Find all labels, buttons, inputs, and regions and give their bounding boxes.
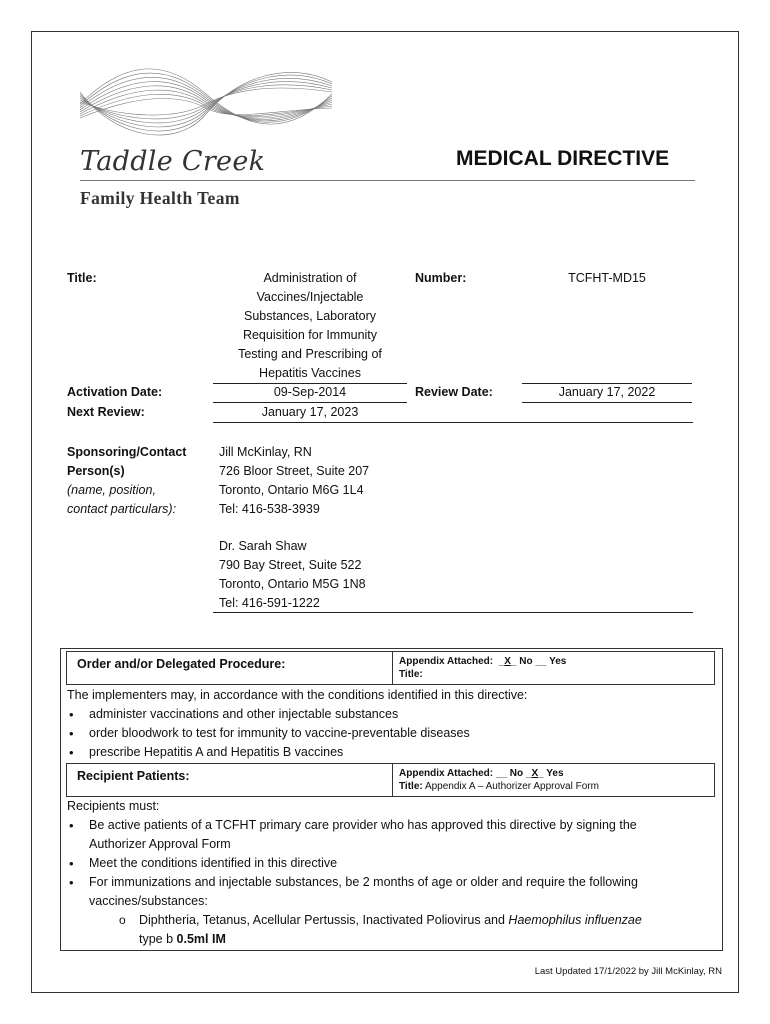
recipients-appendix — [399, 767, 599, 793]
contact-line: Toronto, Ontario M6G 1L4 — [219, 483, 364, 497]
contact-line: Tel: 416-591-1222 — [219, 596, 320, 610]
recipients-sublist — [117, 911, 717, 949]
review-date-value: January 17, 2022 — [558, 385, 656, 399]
list-item: • order bloodwork to test for immunity to vaccine-preventable diseases — [67, 724, 717, 743]
review-overline — [522, 383, 692, 384]
brand-name: Taddle Creek — [80, 146, 266, 177]
review-underline — [522, 402, 692, 403]
sub-item-italic: Haemophilus influenzae — [508, 913, 642, 927]
list-item — [117, 911, 717, 949]
order-body — [67, 686, 717, 762]
sponsor-underline — [213, 612, 693, 613]
contact-line: Dr. Sarah Shaw — [219, 539, 307, 553]
appendix-blank: __ — [495, 768, 507, 779]
appendix-yes: Yes — [546, 768, 564, 779]
list-line — [139, 911, 717, 930]
list-item: • prescribe Hepatitis A and Hepatitis B vaccines — [67, 743, 717, 762]
recipients-intro: Recipients must: — [67, 799, 160, 813]
appendix-x-mark: X — [504, 656, 511, 667]
appendix-blank: __ — [535, 656, 547, 667]
appendix-yes: Yes — [549, 656, 567, 667]
sponsor-label-italic: contact particulars): — [67, 502, 177, 516]
list-line: Authorizer Approval Form — [89, 837, 231, 851]
next-review-value: January 17, 2023 — [261, 405, 359, 419]
title-label: Title: — [67, 271, 97, 285]
title-line: Requisition for Immunity — [242, 328, 378, 342]
list-item: • Meet the conditions identified in this directive — [67, 854, 717, 873]
contact-line: Jill McKinlay, RN — [219, 445, 312, 459]
activation-date-label: Activation Date: — [67, 385, 163, 399]
appendix-title-label: Title: — [399, 669, 423, 680]
title-line: Testing and Prescribing of — [238, 347, 382, 361]
recipients-label: Recipient Patients: — [77, 769, 190, 783]
list-line: • Be active patients of a TCFHT primary care provider who has approved this directive by signing the — [89, 818, 637, 832]
title-line: Vaccines/Injectable — [256, 290, 364, 304]
order-label: Order and/or Delegated Procedure: — [77, 657, 286, 671]
list-item — [67, 873, 717, 911]
recipients-appendix-title — [399, 780, 599, 793]
contact-line: 790 Bay Street, Suite 522 — [219, 558, 362, 572]
order-divider — [392, 652, 393, 684]
sponsor-label — [67, 443, 186, 519]
recipients-header — [66, 763, 715, 797]
contact-line: Toronto, Ontario M5G 1N8 — [219, 577, 366, 591]
next-review-underline — [213, 422, 693, 423]
recipients-appendix-line: Appendix Attached: __ No _X_ Yes — [399, 768, 564, 779]
header-rule — [80, 180, 695, 181]
appendix-x-mark: X — [531, 768, 539, 779]
title-line: Administration of — [263, 271, 357, 285]
sponsor-label-line: Sponsoring/Contact — [67, 445, 187, 459]
order-list — [67, 705, 717, 762]
appendix-title-value: Appendix A – Authorizer Approval Form — [424, 781, 599, 792]
title-value — [213, 269, 407, 383]
sponsor-label-italic: (name, position, — [67, 483, 156, 497]
contact-sarah — [219, 537, 366, 613]
title-line: Hepatitis Vaccines — [259, 366, 361, 380]
sponsor-label-line: Person(s) — [67, 464, 125, 478]
order-appendix-line: Appendix Attached: _X_ No __ Yes — [399, 656, 567, 667]
sub-item-text: type b — [139, 932, 177, 946]
recipients-divider — [392, 764, 393, 796]
contact-line: Tel: 416-538-3939 — [219, 502, 320, 516]
number-label: Number: — [415, 271, 467, 285]
review-date-label: Review Date: — [415, 385, 493, 399]
appendix-title-label: Title: — [399, 781, 423, 792]
number-value: TCFHT-MD15 — [568, 271, 646, 285]
next-review-label: Next Review: — [67, 405, 145, 419]
list-item — [67, 816, 717, 854]
activation-date-value: 09-Sep-2014 — [273, 385, 347, 399]
order-header — [66, 651, 715, 685]
appendix-no: No — [509, 768, 524, 779]
document-title: MEDICAL DIRECTIVE — [456, 147, 670, 170]
list-line: vaccines/substances: — [89, 894, 208, 908]
sub-item-text: Diphtheria, Tetanus, Acellular Pertussis, Inactivated Poliovirus and — [139, 913, 509, 927]
sub-item-dose: 0.5ml IM — [176, 932, 226, 946]
appendix-attached-label: Appendix Attached: — [399, 656, 494, 667]
recipients-body — [67, 797, 717, 949]
contact-line: 726 Bloor Street, Suite 207 — [219, 464, 370, 478]
footer-updated: Last Updated 17/1/2022 by Jill McKinlay, RN — [534, 966, 722, 977]
contact-jill — [219, 443, 369, 519]
brand-subtitle: Family Health Team — [80, 188, 240, 208]
order-intro: The implementers may, in accordance with the conditions identified in this directive: — [67, 688, 528, 702]
order-appendix — [399, 655, 566, 681]
recipients-list — [67, 816, 717, 911]
title-line: Substances, Laboratory — [243, 309, 377, 323]
appendix-no: No — [519, 656, 533, 667]
taddle-creek-logo — [76, 64, 336, 144]
list-line: • For immunizations and injectable substances, be 2 months of age or older and require the following — [89, 875, 638, 889]
list-item: • administer vaccinations and other injectable substances — [67, 705, 717, 724]
list-line — [139, 930, 717, 949]
appendix-attached-label: Appendix Attached: — [399, 768, 494, 779]
